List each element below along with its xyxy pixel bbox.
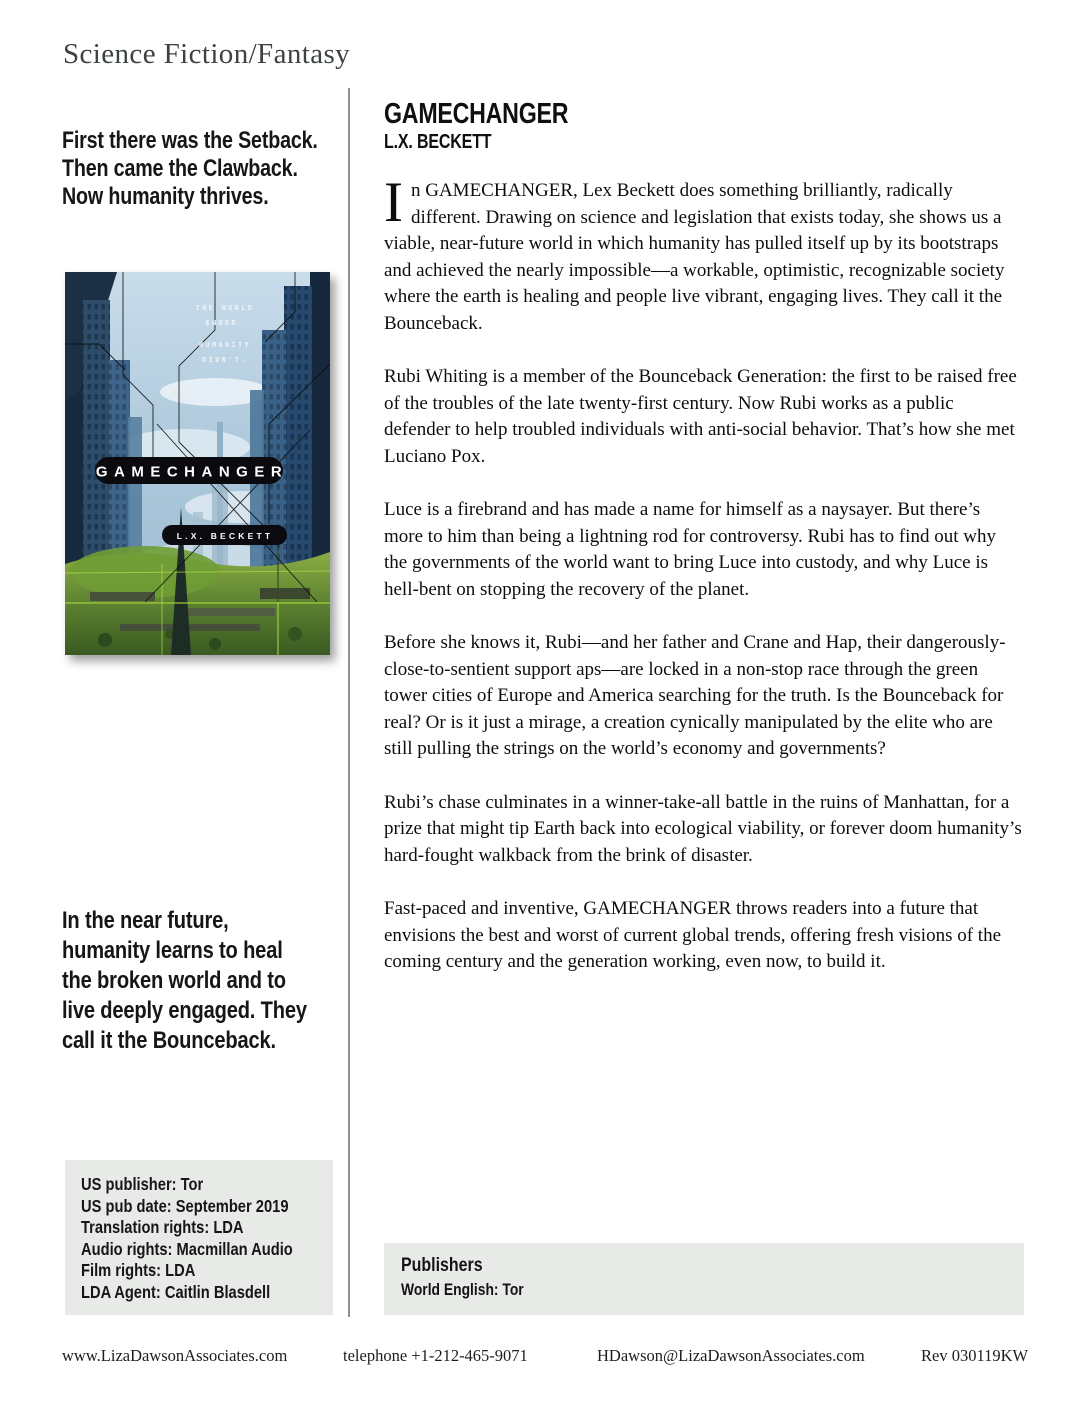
publishers-box [384,1243,1024,1315]
rights-line-us-publisher: US publisher: Tor [81,1174,204,1194]
svg-text:HUMANITY: HUMANITY [199,341,251,349]
tagline-line: humanity learns to heal [62,937,283,964]
footer-email-link[interactable]: HDawson@LizaDawsonAssociates.com [597,1346,865,1365]
tagline-setback [62,127,374,211]
tagline-line: call it the Bounceback. [62,1027,276,1054]
rights-line-audio: Audio rights: Macmillan Audio [81,1238,293,1259]
svg-text:DIDN'T.: DIDN'T. [202,356,248,364]
cover-author: L.X. BECKETT [176,531,274,541]
drop-cap: I [384,171,403,234]
category-heading: Science Fiction/Fantasy [63,38,351,70]
publishers-world-english: World English: Tor [401,1281,524,1299]
description-paragraph [384,171,1022,337]
cover-title: GAMECHANGER [95,463,289,481]
tagline-line: In the near future, [62,907,229,934]
rights-info-box [65,1160,333,1315]
description-paragraph: Rubi Whiting is a member of the Bounceback Generation: the first to be raised free of the troubles of the late twenty-first century. Now Rubi works as a public defender to help troubled individuals with anti-social behavior. That’s how she met Luciano Pox. [384,366,1017,467]
description-paragraph: Before she knows it, Rubi—and her father and Crane and Hap, their dangerously-close-to-sentient support aps—are locked in a non-stop race through the green tower cities of Europe and America searching for the truth. Is the Bounceback for real? Or is it just a mirage, a creation cynically manipulated by the elite who are still pulling the strings on the world’s economy and governments? [384,632,1006,759]
footer-revision-code: Rev 030119KW [921,1346,1029,1365]
description-paragraph: Rubi’s chase culminates in a winner-take-all battle in the ruins of Manhattan, for a prize that might tip Earth back into ecological viability, or forever doom humanity’s hard-fought walkback from the brink of disaster. [384,791,1022,866]
book-cover-image [65,272,330,655]
footer-website-link[interactable]: www.LizaDawsonAssociates.com [62,1346,288,1365]
rights-line-agent: LDA Agent: Caitlin Blasdell [81,1281,271,1302]
book-cover-art [65,272,330,655]
tagline-bounceback [62,906,361,1056]
column-divider [348,88,350,1317]
tagline-line: the broken world and to [62,967,286,994]
tagline-line: First there was the Setback. [62,127,318,154]
book-author: L.X. BECKETT [384,131,492,153]
paragraph-text: n GAMECHANGER, Lex Beckett does something brilliantly, radically different. Drawing on science and legislation that exists today, she shows us a viable, near-future world in which humanity has pulled itself up by its bootstraps and achieved the nearly impossible—a workable, optimistic, recognizable society where the earth is healing and people live vibrant, engaging lives. They call it the Bounceback. [384,180,1005,334]
rights-line-film: Film rights: LDA [81,1260,196,1280]
footer-telephone: telephone +1-212-465-9071 [343,1346,528,1365]
description-paragraph: Luce is a firebrand and has made a name for himself as a naysayer. But there’s more to him than being a lightning rod for controversy. Rubi has to find out why the governments of the world want to bring Luce into custody, and why Luce is hell-bent on stopping the recovery of the planet. [384,499,996,600]
publishers-heading: Publishers [401,1255,483,1276]
book-title: GAMECHANGER [384,98,569,130]
svg-text:ENDED.: ENDED. [205,319,245,327]
main-copy-column [384,99,1022,976]
svg-text:THE WORLD: THE WORLD [195,304,255,312]
tagline-line: Now humanity thrives. [62,183,269,210]
rights-line-pub-date: US pub date: September 2019 [81,1195,289,1216]
rights-line-translation: Translation rights: LDA [81,1217,244,1237]
description-paragraph: Fast-paced and inventive, GAMECHANGER throws readers into a future that envisions the best and worst of current global trends, offering fresh visions of the coming century and the generation working, even now, to build it. [384,898,1002,972]
tagline-line: Then came the Clawback. [62,155,298,182]
tagline-line: live deeply engaged. They [62,997,307,1024]
